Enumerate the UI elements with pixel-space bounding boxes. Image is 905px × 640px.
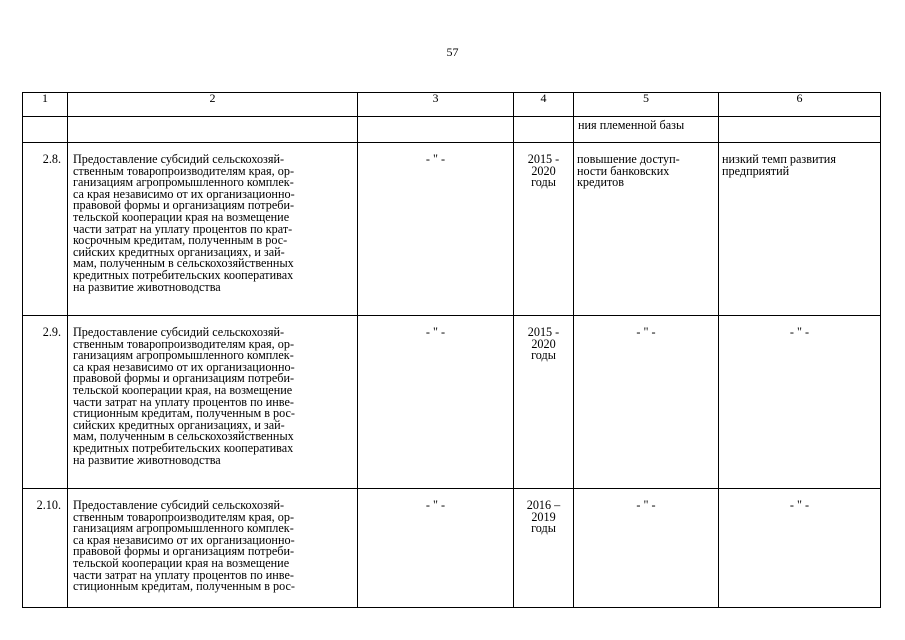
column-header-3: 3 — [358, 93, 514, 117]
period-cell — [514, 143, 574, 316]
consequences-cell: - " - — [719, 489, 881, 608]
description-line: са края независимо от их организационно- — [73, 186, 295, 201]
description-line: части затрат на уплату процентов по инве- — [73, 394, 294, 409]
description-line: ганизациям агропромышленного комплек- — [73, 348, 294, 363]
measures-table — [22, 92, 881, 608]
table-row — [23, 143, 881, 316]
description-line: на развитие животноводства — [73, 452, 221, 467]
measure-description — [68, 316, 358, 489]
description-line: части затрат на уплату процентов по крат- — [73, 221, 293, 236]
row-number: 2.8. — [23, 143, 68, 316]
description-line: тельской кооперации края, на возмещение — [73, 382, 293, 397]
cell-line: ности банковских — [577, 163, 670, 178]
description-line: тельской кооперации края на возмещение — [73, 209, 290, 224]
cell-line: кредитов — [577, 175, 625, 190]
description-line: правовой формы и организациям потреби- — [73, 371, 295, 386]
cell-line: 2020 — [531, 336, 556, 351]
description-line: кредитных потребительских кооперативах — [73, 267, 294, 282]
cell-line: 2015 - — [527, 152, 560, 166]
description-line: ственным товаропроизводителям края, ор- — [73, 509, 295, 524]
description-line: стиционным кредитам, полученным в рос- — [73, 406, 295, 421]
continuation-cell-5: ния племенной базы — [574, 117, 719, 143]
row-number: 2.9. — [23, 316, 68, 489]
description-line: ганизациям агропромышленного комплек- — [73, 175, 294, 190]
description-line: части затрат на уплату процентов по инве- — [73, 567, 294, 582]
executor-cell: - " - — [358, 489, 514, 608]
page-number: 57 — [446, 45, 459, 59]
description-line: тельской кооперации края на возмещение — [73, 555, 290, 570]
expected-result-cell: - " - — [574, 489, 719, 608]
row-number: 2.10. — [23, 489, 68, 608]
description-line: Предоставление субсидий сельскохозяй- — [73, 325, 285, 339]
description-line: сийских кредитных организациях, и зай- — [73, 244, 285, 259]
cell-line: низкий темп развития — [722, 152, 836, 166]
cell-line: 2019 — [531, 509, 556, 524]
description-line: косрочным кредитам, полученным в рос- — [73, 233, 288, 248]
executor-cell: - " - — [358, 143, 514, 316]
cell-line: годы — [531, 175, 556, 190]
measure-description — [68, 143, 358, 316]
column-header-row — [23, 93, 881, 117]
description-line: правовой формы и организациям потреби- — [73, 544, 295, 559]
description-line: са края независимо от их организационно- — [73, 532, 295, 547]
cell-line: 2020 — [531, 163, 556, 178]
description-line: стиционным кредитам, полученным в рос- — [73, 579, 295, 594]
description-line: Предоставление субсидий сельскохозяй- — [73, 498, 285, 512]
description-line: мам, полученным в сельскохозяйственных — [73, 256, 294, 271]
consequences-cell: - " - — [719, 316, 881, 489]
column-header-4: 4 — [514, 93, 574, 117]
cell-line: годы — [531, 521, 556, 536]
description-line: мам, полученным в сельскохозяйственных — [73, 429, 294, 444]
table-row — [23, 316, 881, 489]
cell-line: повышение доступ- — [577, 152, 680, 166]
expected-result-cell: - " - — [574, 316, 719, 489]
description-line: на развитие животноводства — [73, 279, 221, 294]
description-line: ственным товаропроизводителям края, ор- — [73, 163, 295, 178]
column-header-2: 2 — [68, 93, 358, 117]
cell-line: 2016 – — [526, 498, 561, 512]
description-line: ганизациям агропромышленного комплек- — [73, 521, 294, 536]
column-header-5: 5 — [574, 93, 719, 117]
cell-line: предприятий — [722, 163, 790, 178]
description-line: са края независимо от их организационно- — [73, 359, 295, 374]
expected-result-cell — [574, 143, 719, 316]
table-row — [23, 489, 881, 608]
description-line: Предоставление субсидий сельскохозяй- — [73, 152, 285, 166]
description-line: ственным товаропроизводителям края, ор- — [73, 336, 295, 351]
consequences-cell — [719, 143, 881, 316]
cell-line: годы — [531, 348, 556, 363]
cell-line: 2015 - — [527, 325, 560, 339]
measure-description — [68, 489, 358, 608]
description-line: кредитных потребительских кооперативах — [73, 440, 294, 455]
description-line: правовой формы и организациям потреби- — [73, 198, 295, 213]
continuation-row — [23, 117, 881, 143]
period-cell — [514, 489, 574, 608]
period-cell — [514, 316, 574, 489]
column-header-1: 1 — [23, 93, 68, 117]
description-line: сийских кредитных организациях, и зай- — [73, 417, 285, 432]
column-header-6: 6 — [719, 93, 881, 117]
executor-cell: - " - — [358, 316, 514, 489]
